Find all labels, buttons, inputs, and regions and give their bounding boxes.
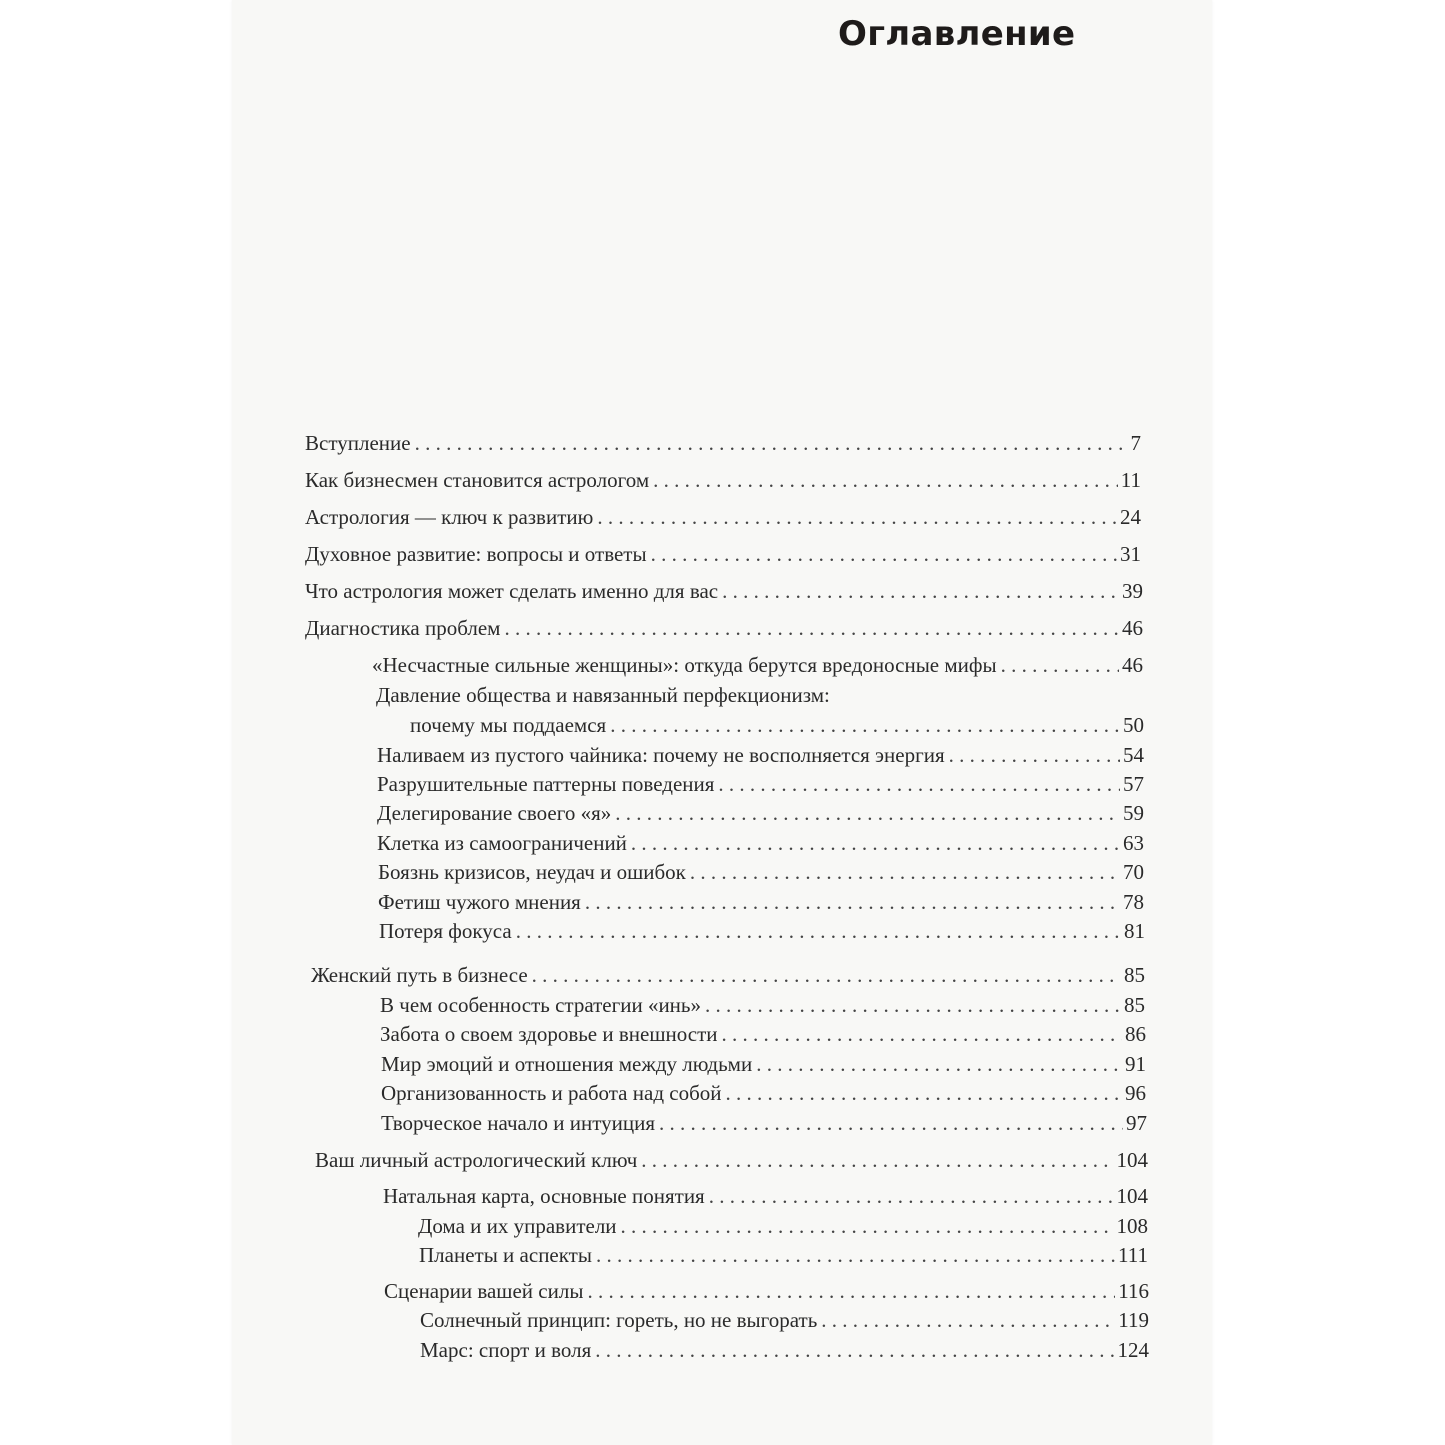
dot-leader	[705, 995, 1121, 1016]
toc-entry-title: Солнечный принцип: гореть, но не выгорать	[420, 1308, 818, 1332]
toc-entry-page: 96	[1125, 1081, 1146, 1105]
dot-leader	[504, 618, 1119, 639]
toc-subsubentry	[420, 1310, 1149, 1331]
toc-entry	[311, 965, 1145, 986]
toc-entry-page: 39	[1122, 579, 1143, 603]
toc-entry-page: 59	[1123, 801, 1144, 825]
toc-subentry	[378, 862, 1144, 883]
toc-entry-page: 54	[1123, 743, 1144, 767]
toc-entry-title: Сценарии вашей силы	[384, 1279, 584, 1303]
toc-entry-title: Ваш личный астрологический ключ	[315, 1148, 638, 1172]
toc-entry-page: 85	[1124, 993, 1145, 1017]
toc-subentry	[381, 1083, 1146, 1104]
toc-entry-page: 81	[1124, 919, 1145, 943]
toc-entry-title: «Несчастные сильные женщины»: откуда берутся вредоносные мифы	[372, 653, 997, 677]
toc-entry-title: Разрушительные паттерны поведения	[377, 772, 715, 796]
toc-entry	[305, 507, 1141, 528]
dot-leader	[615, 803, 1120, 824]
toc-entry-title: Боязнь кризисов, неудач и ошибок	[378, 860, 686, 884]
toc-entry-page: 24	[1120, 505, 1141, 529]
toc-entry-title: Потеря фокуса	[379, 919, 512, 943]
toc-entry-page: 85	[1124, 963, 1145, 987]
dot-leader	[726, 1083, 1123, 1104]
toc-subentry	[378, 892, 1144, 913]
toc-entry-page: 31	[1120, 542, 1141, 566]
toc-entry-title: почему мы поддаемся	[410, 713, 607, 737]
dot-leader	[610, 715, 1120, 736]
toc-entry-page: 50	[1123, 713, 1144, 737]
toc-subsubentry	[420, 1340, 1149, 1361]
dot-leader	[415, 433, 1128, 454]
toc-subentry	[410, 715, 1144, 736]
toc-entry-title: Клетка из самоограничений	[377, 831, 627, 855]
toc-entry-page: 104	[1116, 1148, 1148, 1172]
toc-entry-title: Делегирование своего «я»	[377, 801, 612, 825]
toc-entry-title: Фетиш чужого мнения	[378, 890, 581, 914]
toc-subentry	[380, 1024, 1146, 1045]
dot-leader	[597, 507, 1117, 528]
dot-leader	[585, 892, 1120, 913]
toc-subsubentry	[419, 1245, 1148, 1266]
toc-entry-title: Забота о своем здоровье и внешности	[380, 1022, 718, 1046]
toc-subentry	[383, 1186, 1148, 1207]
toc-subentry	[377, 803, 1144, 824]
toc-entry	[315, 1150, 1148, 1171]
toc-entry-title: Духовное развитие: вопросы и ответы	[305, 542, 647, 566]
dot-leader	[532, 965, 1121, 986]
toc-entry	[305, 618, 1143, 639]
dot-leader	[756, 1054, 1122, 1075]
dot-leader	[709, 1186, 1114, 1207]
toc-subentry	[377, 745, 1144, 766]
toc-entry-page: 104	[1116, 1184, 1148, 1208]
toc-entry-title: Диагностика проблем	[305, 616, 501, 640]
toc-entry-page: 46	[1122, 653, 1143, 677]
toc-entry-title: Как бизнесмен становится астрологом	[305, 468, 650, 492]
dot-leader	[596, 1245, 1115, 1266]
dot-leader	[690, 862, 1120, 883]
toc-entry-title: Организованность и работа над собой	[381, 1081, 722, 1105]
toc-subentry	[381, 1054, 1146, 1075]
toc-entry-page: 70	[1123, 860, 1144, 884]
toc-entry-title: Планеты и аспекты	[419, 1243, 592, 1267]
dot-leader	[587, 1281, 1115, 1302]
dot-leader	[516, 921, 1121, 942]
toc-entry-title: Женский путь в бизнесе	[311, 963, 528, 987]
toc-entry-title: В чем особенность стратегии «инь»	[380, 993, 701, 1017]
toc-subsubentry	[418, 1216, 1148, 1237]
toc-entry-title: Что астрология может сделать именно для вас	[305, 579, 719, 603]
toc-entry-page: 86	[1125, 1022, 1146, 1046]
dot-leader	[949, 745, 1120, 766]
dot-leader	[651, 544, 1117, 565]
toc-subentry	[381, 1113, 1147, 1134]
toc-entry-page: 119	[1118, 1308, 1149, 1332]
toc-entry-title: Вступление	[305, 431, 411, 455]
toc-entry-page: 78	[1123, 890, 1144, 914]
toc-entry-title: Наливаем из пустого чайника: почему не восполняется энергия	[377, 743, 945, 767]
dot-leader	[821, 1310, 1115, 1331]
toc-entry-title: Мир эмоций и отношения между людьми	[381, 1052, 753, 1076]
toc-entry	[305, 581, 1143, 602]
dot-leader	[718, 774, 1120, 795]
toc-subentry	[372, 655, 1143, 676]
page-title: Оглавление	[838, 14, 1076, 54]
toc-entry-page: 57	[1123, 772, 1144, 796]
dot-leader	[722, 581, 1119, 602]
toc-entry-page: 116	[1118, 1279, 1149, 1303]
toc-entry-title: Натальная карта, основные понятия	[383, 1184, 705, 1208]
toc-entry	[305, 470, 1141, 491]
toc-entry-page: 7	[1130, 431, 1141, 455]
toc-subentry	[380, 995, 1145, 1016]
dot-leader	[631, 833, 1120, 854]
table-of-contents	[232, 0, 1212, 1445]
toc-entry-title: Дома и их управители	[418, 1214, 617, 1238]
toc-subentry	[377, 774, 1144, 795]
toc-subentry-first-line: Давление общества и навязанный перфекционизм:	[376, 683, 830, 707]
toc-subentry	[384, 1281, 1149, 1302]
toc-entry-title: Творческое начало и интуиция	[381, 1111, 655, 1135]
toc-entry-page: 91	[1125, 1052, 1146, 1076]
book-page	[232, 0, 1212, 1445]
toc-subentry	[379, 921, 1145, 942]
toc-entry	[305, 544, 1141, 565]
toc-entry-page: 124	[1117, 1338, 1149, 1362]
toc-entry-page: 46	[1122, 616, 1143, 640]
toc-entry-page: 108	[1116, 1214, 1148, 1238]
toc-subentry	[377, 833, 1144, 854]
dot-leader	[1001, 655, 1119, 676]
dot-leader	[621, 1216, 1114, 1237]
toc-entry-page: 11	[1120, 468, 1141, 492]
toc-entry-page: 97	[1126, 1111, 1147, 1135]
dot-leader	[595, 1340, 1114, 1361]
toc-entry-page: 111	[1118, 1243, 1148, 1267]
dot-leader	[659, 1113, 1123, 1134]
toc-entry-page: 63	[1123, 831, 1144, 855]
dot-leader	[722, 1024, 1122, 1045]
toc-entry-title: Марс: спорт и воля	[420, 1338, 592, 1362]
toc-entry-title: Астрология — ключ к развитию	[305, 505, 594, 529]
dot-leader	[653, 470, 1118, 491]
dot-leader	[641, 1150, 1113, 1171]
toc-entry	[305, 433, 1141, 454]
